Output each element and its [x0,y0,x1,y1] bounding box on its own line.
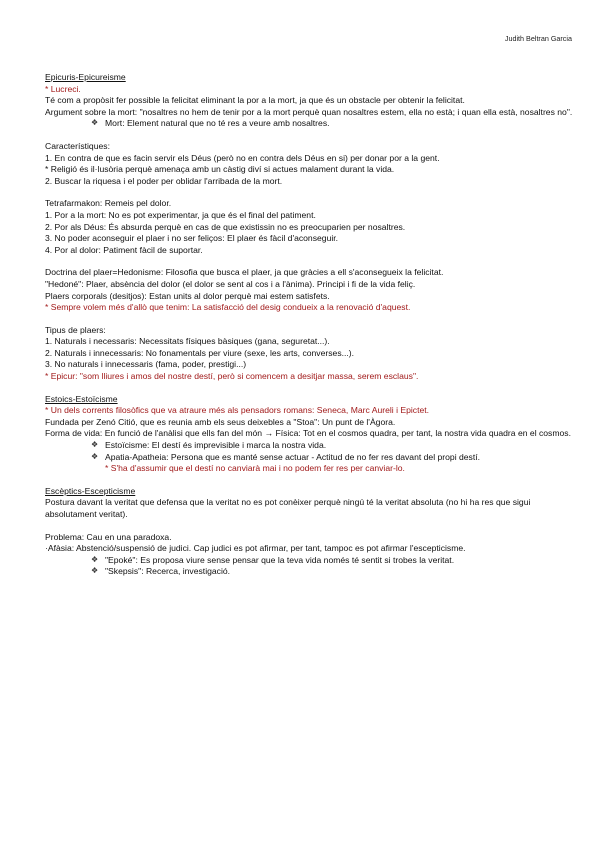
list-item: 2. Buscar la riquesa i el poder per oblidar l'arribada de la mort. [45,175,283,186]
note-lucreci: * Lucreci. [45,83,81,94]
list-item: 4. Por al dolor: Patiment fàcil de suportar. [45,244,203,255]
paragraph: "Hedoné": Plaer, absència del dolor (el dolor se sent al cos i a l'ànima). Principi i fi de la vida feliç. [45,278,416,289]
bullet-item [45,440,575,452]
bullet-text: "Skepsis": Recerca, investigació. [105,566,231,577]
bullet-text: Estoïcisme: El destí és imprevisible i marca la nostra vida. [105,440,327,451]
paragraph: Plaers corporals (desitjos): Estan units al dolor perquè mai estem satisfets. [45,290,330,301]
paragraph: Té com a propòsit fer possible la felicitat eliminant la por a la mort, ja que és un obstacle per obtenir la felicitat. [45,95,465,106]
list-item: 3. No naturals i innecessaris (fama, poder, prestigi...) [45,359,247,370]
note: * Epicur: "som lliures i amos del nostre destí, però si comencem a desitjar massa, serem esclaus". [45,371,419,382]
author-name: Judith Beltran Garcia [504,34,572,43]
heading: Tipus de plaers: [45,324,106,335]
section-title-stoics: Estoics-Estoïcisme [45,393,118,404]
bullet-item [45,452,575,464]
bullet-item [45,118,575,130]
paragraph: ·Afàsia: Abstenció/suspensió de judici. Cap judici es pot afirmar, per tant, tampoc es pot afirmar l'escepticisme. [45,543,466,554]
section-tetrafarmakon [45,198,575,256]
section-title-sceptics: Escèptics-Escepticisme [45,485,136,496]
diamond-bullet-icon: ❖ [91,554,99,564]
list-item: 2. Por als Déus: És absurda perquè en cas de que existissin no es preocuparien per nosaltres. [45,221,406,232]
bullet-text: Mort: Element natural que no té res a veure amb nosaltres. [105,118,330,129]
paragraph: Forma de vida: En funció de l'anàlisi que ells fan del món → Física: Tot en el cosmos quadra, per tant, la nostra vida quadra en el cosmos. [45,428,571,439]
bullet-text: Apatia-Apatheia: Persona que es manté sense actuar - Actitud de no fer res davant del propi destí. [105,451,481,462]
section-characteristics [45,141,575,187]
diamond-bullet-icon: ❖ [91,451,99,461]
section-stoics [45,394,575,475]
diamond-bullet-icon: ❖ [91,118,99,128]
diamond-bullet-icon: ❖ [91,566,99,576]
paragraph: Postura davant la veritat que defensa que la veritat no es pot conèixer perquè ningú té la veritat absoluta (no hi ha res que sigui absolutament veritat). [45,497,531,519]
section-title-epicurus: Epicuris-Epicureisme [45,72,126,82]
bullet-text: "Epoké": Es proposa viure sense pensar que la teva vida només té sentit si trobes la veritat. [105,554,455,565]
section-sceptics [45,486,575,578]
bullet-item [45,555,575,567]
paragraph: Doctrina del plaer=Hedonisme: Filosofia que busca el plaer, ja que gràcies a ell s'aconsegueix la felicitat. [45,267,444,278]
list-item: 1. En contra de que es facin servir els Déus (però no en contra dels Déus en si) per donar por a la gent. [45,152,440,163]
paragraph: Argument sobre la mort: "nosaltres no hem de tenir por a la mort perquè quan nosaltres estem, ella no està; i quan ella està, nosaltres no". [45,106,573,117]
diamond-bullet-icon: ❖ [91,440,99,450]
paragraph: Problema: Cau en una paradoxa. [45,531,172,542]
sub-note: * S'ha d'assumir que el destí no canviarà mai i no podem fer res per canviar-lo. [105,463,405,474]
section-pleasures [45,325,575,383]
list-item: 1. Por a la mort: No es pot experimentar, ja que és el final del patiment. [45,209,316,220]
list-item: * Religió és il·lusòria perquè amenaça amb un càstig diví si actues malament durant la vida. [45,164,395,175]
paragraph: Fundada per Zenó Citió, que es reunia amb els seus deixebles a "Stoa": Un punt de l'Àgora. [45,416,396,427]
list-item: 1. Naturals i necessaris: Necessitats físiques bàsiques (gana, seguretat...). [45,336,330,347]
list-item: 3. No poder aconseguir el plaer i no ser feliços: El plaer és fàcil d'aconseguir. [45,233,339,244]
heading: Característiques: [45,140,110,151]
document-body [45,72,575,589]
heading: Tetrafarmakon: Remeis pel dolor. [45,198,172,209]
note: * Sempre volem més d'allò que tenim: La satisfacció del desig condueix a la renovació d'aquest. [45,302,411,313]
list-item: 2. Naturals i innecessaris: No fonamentals per viure (sexe, les arts, converses...). [45,347,355,358]
note: * Un dels corrents filosòfics que va atraure més als pensadors romans: Seneca, Marc Aureli i Epictet. [45,405,430,416]
section-epicurus [45,72,575,130]
section-hedonism [45,267,575,313]
bullet-item [45,566,575,578]
